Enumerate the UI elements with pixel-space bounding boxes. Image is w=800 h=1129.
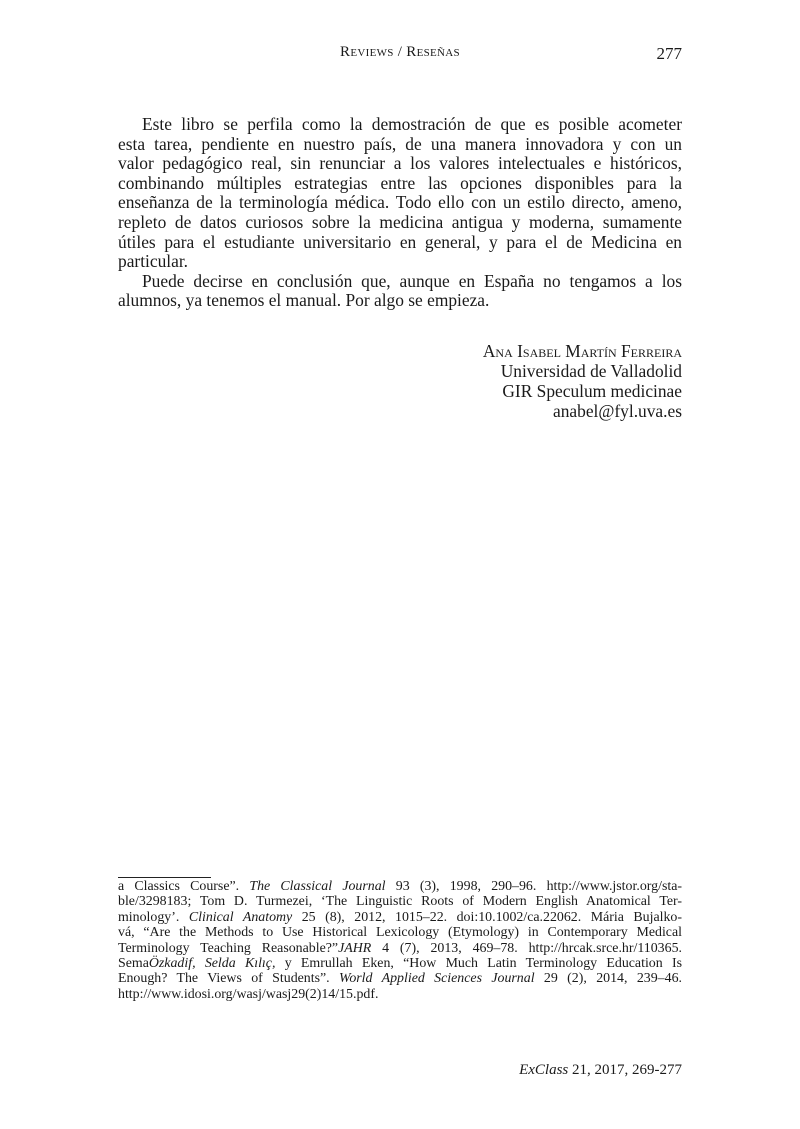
footnote-text: y Emrullah Eken, “How Much Latin Terminology Education Is [275, 955, 682, 971]
footer-journal: ExClass [519, 1062, 569, 1078]
author-group: GIR Speculum medicinae [502, 381, 682, 401]
footnote-line [118, 894, 682, 909]
footnote-text: Sema [118, 955, 149, 971]
footnote-text: 25 (8), 2012, 1015–22. doi:10.1002/ca.22062. Mária Bujalko- [292, 909, 682, 925]
body-line: útiles para el estudiante universitario en general, y para el de Medicina en [118, 231, 682, 252]
body-line: combinando múltiples estrategias entre las opciones disponibles para la [118, 172, 682, 193]
footnote-text: vá, “Are the Methods to Use Historical Lexicology (Etymology) in Contemporary Medical [118, 925, 682, 941]
footnote-line [118, 910, 682, 925]
signature [483, 341, 682, 421]
author-email: anabel@fyl.uva.es [552, 401, 682, 421]
footnote-text: ble/3298183; Tom D. Turmezei, ‘The Linguistic Roots of Modern English Anatomical Ter- [118, 894, 682, 910]
footnote-line [118, 941, 682, 956]
footer-citation [519, 1062, 682, 1079]
footnote-text: a Classics Course”. [118, 879, 250, 894]
footnote-line [118, 956, 682, 971]
footnote-line [118, 987, 682, 1002]
author-name: Ana Isabel Martín Ferreira [482, 341, 682, 361]
running-head: Reviews / Reseñas [340, 44, 460, 60]
footnote-rule [118, 877, 211, 878]
footnote-italic-text: The Classical Journal [249, 879, 386, 894]
footnote-text: 29 (2), 2014, 239–46. [534, 971, 682, 987]
footer-volume: 21, 2017, 269-277 [568, 1062, 682, 1078]
footnote-text: Enough? The Views of Students”. [118, 971, 340, 987]
body-line: Puede decirse en conclusión que, aunque en España no tengamos a los [142, 270, 682, 291]
body-line: esta tarea, pendiente en nuestro país, de una manera innovadora y con un [118, 133, 682, 154]
footnote-text: http://www.idosi.org/wasj/wasj29(2)14/15.pdf. [118, 986, 379, 1002]
footnote-italic-text: World Applied Sciences Journal [339, 971, 535, 987]
footnote [118, 879, 682, 1002]
body-line: Este libro se perfila como la demostración de que es posible acometer [142, 114, 682, 134]
body-line: repleto de datos curiosos sobre la medicina antigua y moderna, sumamente [118, 211, 682, 232]
footnote-italic-text: Özkadif, Selda Kılıç, [148, 955, 276, 971]
body-text [118, 115, 682, 311]
footnote-text: Terminology Teaching Reasonable?” [118, 940, 339, 956]
body-line: valor pedagógico real, sin renunciar a los valores intelectuales e históricos, [118, 153, 682, 174]
author-affiliation: Universidad de Valladolid [500, 361, 682, 381]
footnote-text: 4 (7), 2013, 469–78. http://hrcak.srce.hr/110365. [371, 940, 682, 956]
body-line: enseñanza de la terminología médica. Todo ello con un estilo directo, ameno, [118, 192, 682, 213]
body-line: alumnos, ya tenemos el manual. Por algo se empieza. [118, 290, 490, 311]
body-line: particular. [118, 251, 189, 272]
footnote-line [118, 925, 682, 940]
page-number: 277 [656, 44, 682, 63]
footnote-italic-text: JAHR [338, 940, 372, 956]
footnote-line [118, 879, 682, 894]
footnote-line [118, 971, 682, 986]
footnote-text: 93 (3), 1998, 290–96. http://www.jstor.org/sta- [385, 879, 682, 894]
footnote-italic-text: Clinical Anatomy [188, 909, 293, 925]
footnote-text: minology’. [118, 909, 189, 925]
